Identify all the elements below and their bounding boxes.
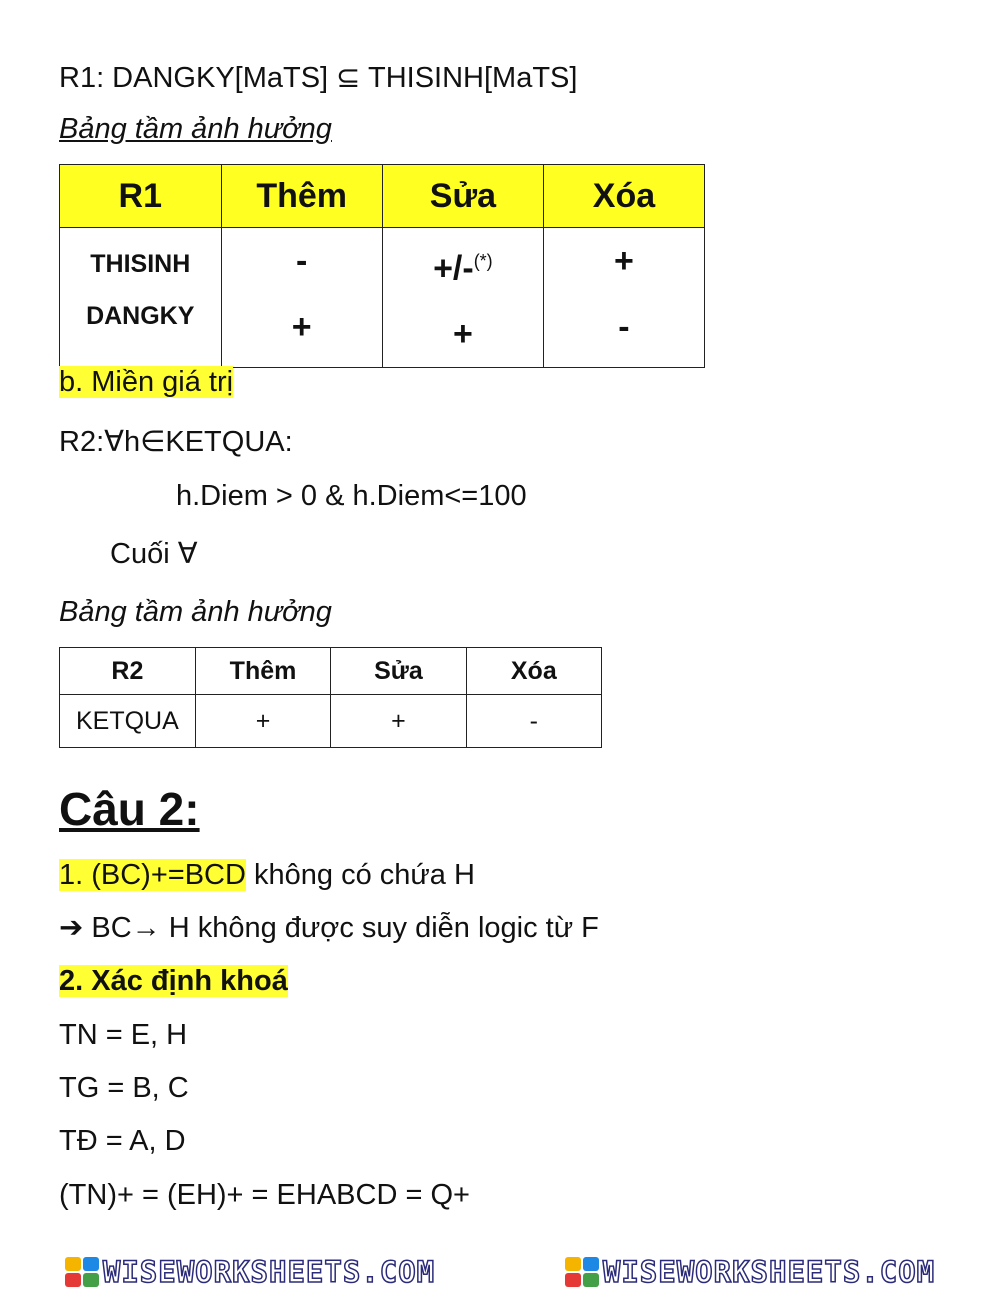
t2-ketqua-them: + xyxy=(195,695,331,748)
t1-thisinh-sua xyxy=(383,228,543,301)
tg-line: TG = B, C xyxy=(59,1072,189,1104)
td-line: TĐ = A, D xyxy=(59,1125,186,1157)
t1-rownames xyxy=(60,228,222,368)
t1-col-them xyxy=(221,228,382,368)
influence-table-r2 xyxy=(59,647,602,748)
item1-rest: không có chứa H xyxy=(245,859,475,891)
t1-col-sua xyxy=(382,228,543,368)
influence-table-r1 xyxy=(59,164,705,368)
item1-line xyxy=(59,857,475,893)
r1-statement: R1: DANGKY[MaTS] ⊆ THISINH[MaTS] xyxy=(59,62,578,94)
t1-dangky-sua: + xyxy=(452,315,473,354)
t2-header-r2: R2 xyxy=(60,648,196,695)
cau2-title: Câu 2: xyxy=(59,783,200,835)
arrow-line: ➔ BC→ H không được suy diễn logic từ F xyxy=(59,912,599,944)
t1-dangky-them: + xyxy=(291,308,312,346)
t1-thisinh-sua-value: +/- xyxy=(433,249,474,288)
t1-header-xoa: Xóa xyxy=(543,165,704,228)
t2-header-xoa: Xóa xyxy=(466,648,601,695)
closure-line: (TN)+ = (EH)+ = EHABCD = Q+ xyxy=(59,1179,470,1211)
tn-line: TN = E, H xyxy=(59,1019,188,1051)
t2-ketqua-xoa: - xyxy=(466,695,601,748)
item1-highlight: 1. (BC)+=BCD xyxy=(59,859,246,891)
footer-brand-2 xyxy=(565,1255,935,1289)
t1-header-sua: Sửa xyxy=(382,165,543,228)
influence-table-label-2: Bảng tầm ảnh hưởng xyxy=(59,596,332,628)
t1-row-dangky: DANGKY xyxy=(86,302,195,330)
r2-statement: R2:∀h∈KETQUA: xyxy=(59,426,293,458)
t1-dangky-xoa: - xyxy=(618,308,630,346)
footer-watermark xyxy=(0,1252,1000,1291)
section-b-heading: b. Miền giá trị xyxy=(59,366,234,398)
t1-thisinh-them: - xyxy=(296,242,308,280)
t1-header-r1: R1 xyxy=(60,165,222,228)
t1-thisinh-sua-note: (*) xyxy=(473,251,493,271)
r2-condition: h.Diem > 0 & h.Diem<=100 xyxy=(176,480,527,512)
t1-header-them: Thêm xyxy=(221,165,382,228)
item2-title: 2. Xác định khoá xyxy=(59,965,288,997)
r2-end: Cuối ∀ xyxy=(110,538,198,570)
t2-row-ketqua: KETQUA xyxy=(60,695,196,748)
t1-row-thisinh: THISINH xyxy=(90,250,191,278)
brand-logo-icon xyxy=(65,1257,99,1287)
influence-table-label-1: Bảng tầm ảnh hưởng xyxy=(59,113,332,145)
footer-brand-1 xyxy=(65,1255,435,1289)
footer-brand-text-1: WISEWORKSHEETS.COM xyxy=(102,1254,436,1289)
t2-ketqua-sua: + xyxy=(331,695,466,748)
t1-col-xoa xyxy=(543,228,704,368)
footer-brand-text-2: WISEWORKSHEETS.COM xyxy=(602,1254,936,1289)
t2-header-sua: Sửa xyxy=(331,648,466,695)
t1-thisinh-xoa: + xyxy=(614,242,634,280)
t2-header-them: Thêm xyxy=(195,648,331,695)
brand-logo-icon xyxy=(565,1257,599,1287)
